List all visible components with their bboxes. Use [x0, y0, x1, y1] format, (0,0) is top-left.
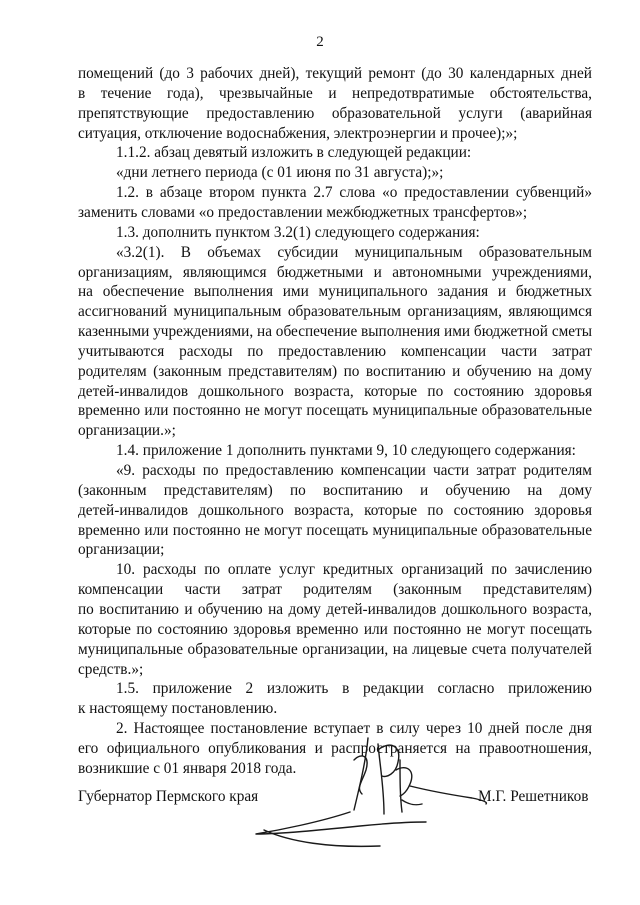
text-line: временно или постоянно не могут посещать муниципальные образовательные — [78, 402, 592, 420]
text-line: в течение года), чрезвычайные и непредотвратимые обстоятельства, — [78, 84, 592, 102]
text-line: временно или постоянно не могут посещать муниципальные образовательные — [78, 521, 592, 539]
text-line: заменить словами «о предоставлении межбюджетных трансфертов»; — [78, 203, 528, 221]
text-line: 1.5. приложение 2 изложить в редакции согласно приложению — [116, 680, 592, 698]
text-line: (законным представителям) по воспитанию и обучению на дому — [78, 481, 592, 499]
signatory-name: М.Г. Решетников — [478, 788, 589, 805]
page-number: 2 — [316, 34, 324, 50]
text-line: ассигнований муниципальным образовательным организациям, являющимся — [78, 303, 592, 321]
text-line: муниципальные образовательные организации, на лицевые счета получателей — [78, 640, 592, 658]
handwritten-signature — [250, 730, 510, 860]
text-line: к настоящему постановлению. — [78, 700, 278, 718]
text-line: по воспитанию и обучению на дому детей-инвалидов дошкольного возраста, — [78, 600, 592, 618]
text-line: 1.2. в абзаце втором пункта 2.7 слова «о предоставлении субвенций» — [116, 184, 592, 202]
text-line: препятствующие предоставлению образовательной услуги (аварийная — [78, 104, 592, 122]
text-line: 1.1.2. абзац девятый изложить в следующей редакции: — [116, 144, 472, 162]
text-line: родителям (законным представителям) по воспитанию и обучению на дому — [78, 362, 592, 380]
text-line: которые по состоянию здоровья временно или постоянно не могут посещать — [78, 620, 592, 638]
text-line: компенсации части затрат родителям (законным представителям) — [78, 581, 592, 599]
text-line: детей-инвалидов дошкольного возраста, которые по состоянию здоровья — [78, 382, 592, 400]
text-line: 10. расходы по оплате услуг кредитных организаций по зачислению — [116, 561, 592, 579]
text-line: 2. Настоящее постановление вступает в силу через 10 дней после дня — [116, 720, 592, 738]
text-line: возникшие с 01 января 2018 года. — [78, 759, 297, 777]
text-line: 1.3. дополнить пунктом 3.2(1) следующего содержания: — [116, 223, 480, 241]
text-line: его официального опубликования и распространяется на правоотношения, — [78, 739, 592, 757]
text-line: учитываются расходы по предоставлению компенсации части затрат — [78, 342, 592, 360]
text-line: на обеспечение выполнения ими муниципального задания и бюджетных — [78, 283, 592, 301]
text-line: ситуация, отключение водоснабжения, электроэнергии и прочее);»; — [78, 124, 518, 142]
text-line: 1.4. приложение 1 дополнить пунктами 9, 10 следующего содержания: — [116, 442, 576, 460]
text-line: «9. расходы по предоставлению компенсации части затрат родителям — [116, 462, 592, 479]
text-line: помещений (до 3 рабочих дней), текущий ремонт (до 30 календарных дней — [78, 65, 592, 82]
text-line: казенными учреждениями, на обеспечение выполнения ими бюджетной сметы — [78, 323, 593, 341]
signatory-position: Губернатор Пермского края — [78, 788, 259, 805]
text-line: «дни летнего периода (с 01 июня по 31 августа);»; — [116, 164, 444, 182]
text-line: организации; — [78, 541, 165, 559]
text-line: организации.»; — [78, 422, 176, 440]
text-line: «3.2(1). В объемах субсидии муниципальным образовательным — [116, 243, 592, 261]
text-line: средств.»; — [78, 660, 144, 678]
text-line: организациям, являющимся бюджетными и автономными учреждениями, — [78, 263, 592, 281]
text-line: детей-инвалидов дошкольного возраста, которые по состоянию здоровья — [78, 501, 592, 519]
